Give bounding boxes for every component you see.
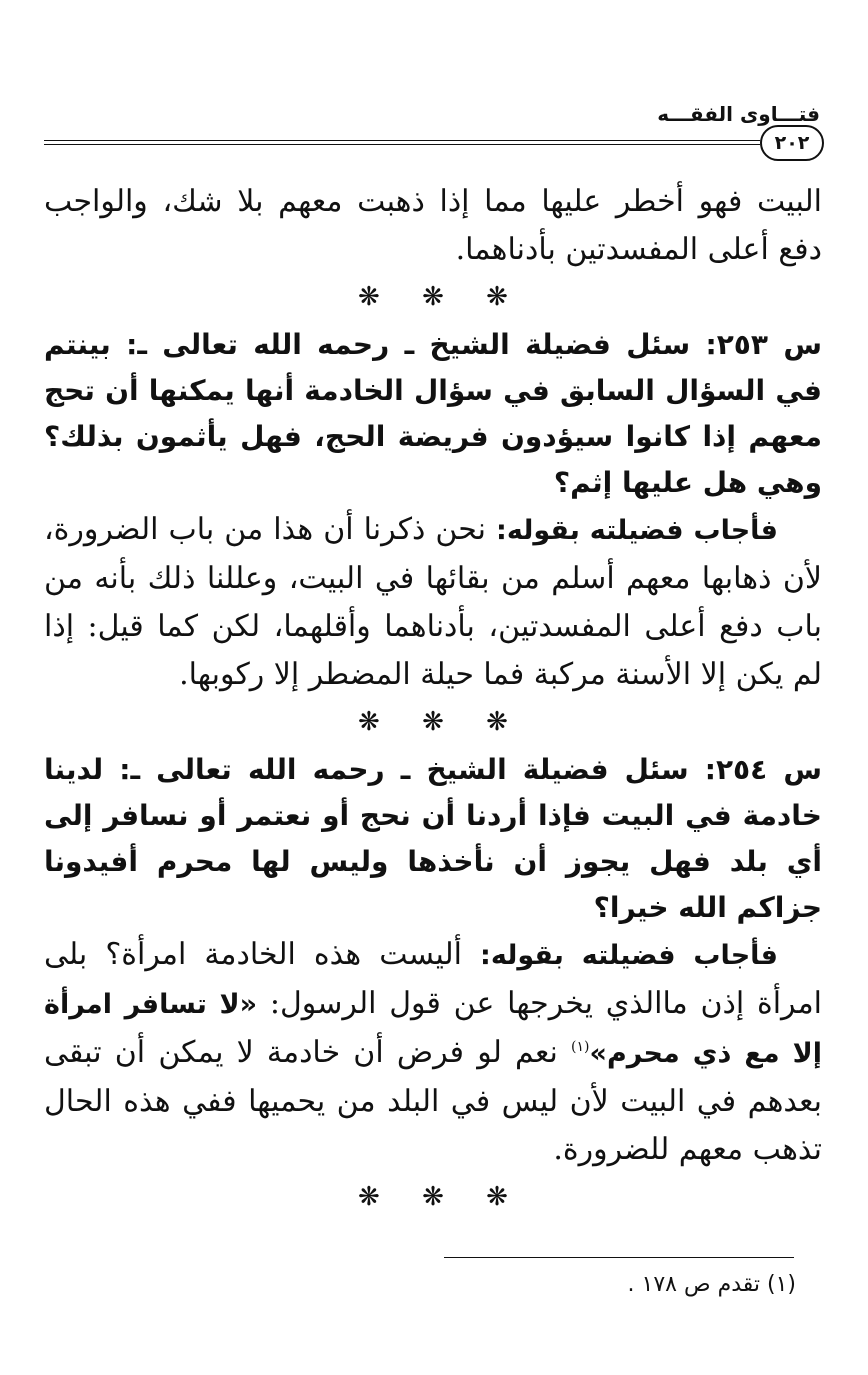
section-separator: ❋ ❋ ❋ (358, 282, 508, 312)
answer-253 (44, 506, 822, 699)
question-number: س ٢٥٤: (704, 753, 822, 786)
hadith-quote: «لا تسافر امرأة إلا مع ذي محرم» (44, 989, 823, 1069)
footnote: (١) تقدم ص ١٧٨ . (627, 1272, 796, 1297)
header-rule-inner (44, 144, 760, 145)
page-number: ٢٠٢ (760, 125, 824, 161)
answer-lead: فأجاب فضيلته بقوله: (480, 940, 778, 971)
question-254 (44, 747, 822, 931)
answer-254 (44, 931, 822, 1174)
answer-text: أليست هذه الخادمة امرأة؟ بلى امرأة إذن ماالذي يخرجها عن قول الرسول: (44, 937, 822, 1021)
question-number: س ٢٥٣: (705, 328, 822, 361)
header-rule (44, 140, 760, 141)
footnote-rule (444, 1257, 794, 1258)
section-separator: ❋ ❋ ❋ (358, 1182, 508, 1212)
running-title: فتـــاوى الفقـــه (657, 102, 820, 126)
answer-text: نحن ذكرنا أن هذا من باب الضرورة، لأن ذهابها معهم أسلم من بقائها في البيت، وعللنا ذلك بأنه من باب دفع أعلى المفسدتين، بأدناهما وأقلهما، لكن كما قيل: إذا لم يكن إلا الأسنة مركبة فما حيلة المضطر إلا ركوبها. (44, 512, 822, 692)
continuation-paragraph: البيت فهو أخطر عليها مما إذا ذهبت معهم بلا شك، والواجب دفع أعلى المفسدتين بأدناهما. (44, 184, 822, 267)
question-253 (44, 322, 822, 506)
section-separator: ❋ ❋ ❋ (358, 707, 508, 737)
answer-text-continued: نعم لو فرض أن خادمة لا يمكن أن تبقى بعدهم في البيت لأن ليس في البلد من يحميها ففي هذه الحال تذهب معهم للضرورة. (44, 1035, 822, 1167)
question-text: سئل فضيلة الشيخ ـ رحمه الله تعالى ـ: بينتم في السؤال السابق في سؤال الخادمة أنها يمكنها أن تحج معهم إذا كانوا سيؤدون فريضة الحج، فهل يأثمون بذلك؟ وهي هل عليها إثم؟ (44, 328, 822, 499)
page-body (44, 178, 822, 1222)
answer-lead: فأجاب فضيلته بقوله: (496, 515, 778, 546)
question-text: سئل فضيلة الشيخ ـ رحمه الله تعالى ـ: لدينا خادمة في البيت فإذا أردنا أن نحج أو نعتمر أو نسافر إلى أي بلد فهل يجوز أن نأخذها وليس لها محرم أفيدونا جزاكم الله خيرا؟ (44, 753, 822, 924)
footnote-reference[interactable]: (١) (571, 1039, 590, 1055)
